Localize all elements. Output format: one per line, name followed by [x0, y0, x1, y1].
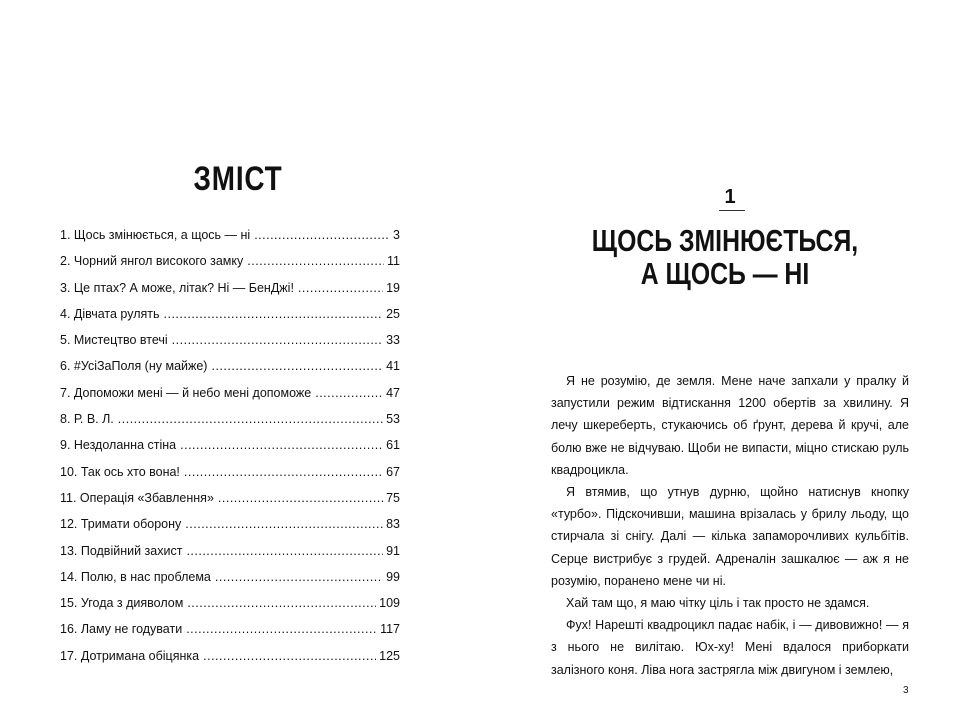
toc-entry-label: 16. Ламу не годувати [60, 622, 183, 637]
toc-leader-dots [215, 564, 383, 590]
toc-leader-dots [186, 616, 377, 642]
toc-entry-page: 125 [379, 648, 400, 663]
toc-entry-label: 11. Операція «Збавлення» [60, 490, 214, 505]
toc-entry-label: 13. Подвійний захист [60, 543, 183, 558]
toc-entry-label: 15. Угода з дияволом [60, 596, 184, 611]
toc-entry [60, 459, 400, 485]
toc-entry [60, 511, 400, 537]
page-number: 3 [903, 685, 909, 696]
toc-entry-label: 12. Тримати оборону [60, 517, 182, 532]
toc-entry-page: 67 [386, 464, 400, 479]
toc-entry-label: 1. Щось змінюється, а щось — ні [60, 228, 251, 242]
toc-entry [60, 406, 400, 432]
toc-leader-dots [172, 327, 383, 353]
toc-leader-dots [185, 511, 383, 537]
toc-entry-page: 41 [386, 359, 400, 374]
toc-entry [60, 432, 400, 458]
toc-entry [60, 353, 400, 379]
toc-entry-page: 25 [386, 306, 400, 321]
chapter-title [581, 224, 869, 290]
toc-entry-label: 4. Дівчата рулять [60, 306, 160, 321]
toc-entry-label: 8. Р. В. Л. [60, 412, 114, 427]
toc-entry-label: 7. Допоможи мені — й небо мені допоможе [60, 385, 312, 400]
toc-leader-dots [218, 485, 383, 511]
toc-entry [60, 222, 400, 248]
toc-entry [60, 485, 400, 511]
toc-leader-dots [180, 432, 383, 458]
toc-entry-label: 3. Це птах? А може, літак? Ні — БенДжі! [60, 280, 294, 295]
chapter-title-line-1: ЩОСЬ ЗМІНЮЄТЬСЯ, [591, 223, 859, 258]
toc-title: ЗМІСТ [193, 160, 283, 198]
toc-entry [60, 564, 400, 590]
paragraph: Фух! Нарешті квадроцикл падає набік, і — дивовижно! — я з нього не вилітаю. Юх-ху! Мені вдалося приборкати залізного коня. Ліва нога застрягла між двигуном і землею, [551, 618, 909, 677]
toc-entry-page: 3 [393, 228, 400, 242]
chapter-number-rule [719, 210, 745, 211]
toc-entry-page: 19 [386, 280, 400, 295]
toc-entry [60, 538, 400, 564]
toc-entry-page: 109 [379, 596, 400, 611]
toc-entry-label: 6. #УсіЗаПоля (ну майже) [60, 359, 208, 374]
toc-entry-page: 11 [387, 254, 400, 269]
toc-leader-dots [298, 275, 383, 301]
toc-entry-page: 33 [386, 333, 400, 348]
chapter-number: 1 [724, 186, 736, 208]
toc-leader-dots [254, 222, 390, 248]
toc-leader-dots [203, 643, 376, 669]
toc-entry-label: 10. Так ось хто вона! [60, 464, 180, 479]
toc-entry-page: 53 [386, 412, 400, 427]
chapter-title-line-2: А ЩОСЬ — НІ [640, 256, 810, 291]
toc-entry [60, 590, 400, 616]
toc-entry-page: 83 [386, 517, 400, 532]
toc-entry [60, 380, 400, 406]
toc-entry-page: 47 [386, 385, 400, 400]
toc-entry-page: 99 [386, 569, 400, 584]
toc-leader-dots [211, 353, 383, 379]
toc-entry [60, 643, 400, 669]
toc-entry [60, 616, 400, 642]
toc-leader-dots [118, 406, 383, 432]
toc-entry [60, 327, 400, 353]
paragraph: Я не розумію, де земля. Мене наче запхали у пралку й запустили режим відтискання 1200 обертів за хвилину. Я лечу шкереберть, стукаючись об ґрунт, дерева й кручі, але болю вже не відчуваю. Щоби не випасти, міцно стискаю руль квадроцикла. [551, 374, 909, 477]
toc-leader-dots [315, 380, 383, 406]
toc-entry-page: 61 [386, 438, 400, 453]
chapter-body [551, 370, 909, 681]
toc-leader-dots [186, 538, 383, 564]
toc-entry [60, 275, 400, 301]
toc-entry-label: 9. Нездоланна стіна [60, 438, 177, 453]
toc-list [60, 222, 400, 669]
toc-entry-label: 2. Чорний янгол високого замку [60, 254, 244, 269]
toc-entry-label: 14. Полю, в нас проблема [60, 569, 211, 584]
toc-entry [60, 301, 400, 327]
toc-entry [60, 248, 400, 274]
toc-entry-label: 17. Дотримана обіцянка [60, 648, 200, 663]
toc-leader-dots [184, 459, 383, 485]
toc-entry-page: 91 [386, 543, 400, 558]
toc-leader-dots [187, 590, 376, 616]
toc-entry-page: 117 [380, 622, 400, 637]
right-page [485, 0, 970, 727]
toc-leader-dots [247, 248, 384, 274]
toc-entry-page: 75 [386, 490, 400, 505]
paragraph: Хай там що, я маю чітку ціль і так просто не здамся. [566, 596, 870, 611]
toc-entry-label: 5. Мистецтво втечі [60, 333, 168, 348]
paragraph: Я втямив, що утнув дурню, щойно натиснув кнопку «турбо». Підскочивши, машина врізалась у брилу льоду, що стирчала зі снігу. Далі — кілька запаморочливих кульбітів. Серце вистрибує з грудей. Адреналін зашкалює — аж я не розумію, поранено мене чи ні. [551, 485, 909, 588]
toc-leader-dots [164, 301, 384, 327]
